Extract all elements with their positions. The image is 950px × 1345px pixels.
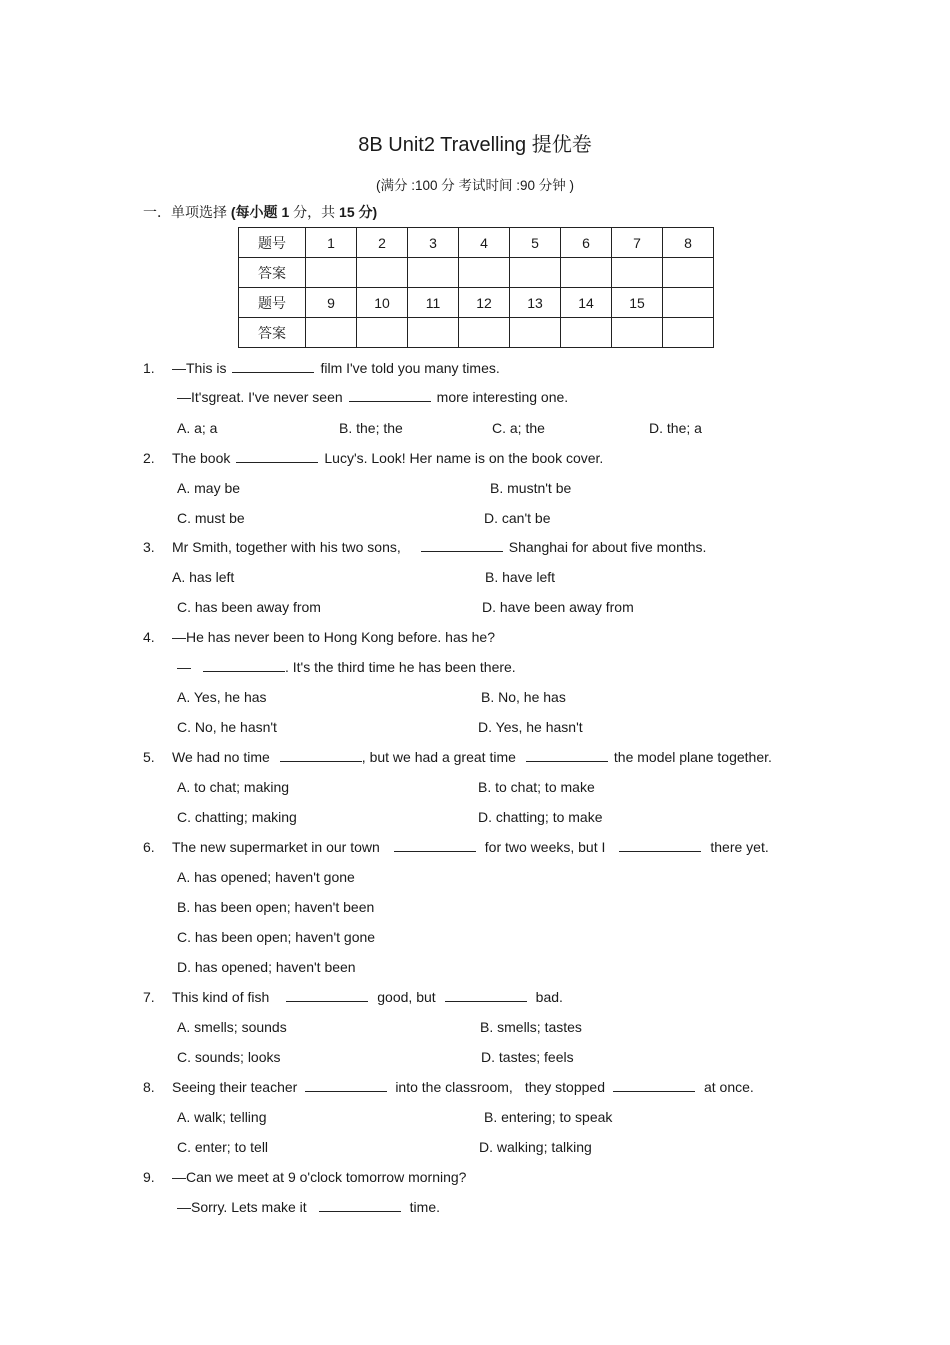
answer-blank[interactable] [619, 838, 701, 852]
answer-cell[interactable] [306, 258, 357, 288]
option-b[interactable]: B. entering; to speak [484, 1109, 613, 1125]
option-c[interactable]: C. must be [177, 510, 245, 526]
table-cell: 15 [612, 288, 663, 318]
table-cell: 13 [510, 288, 561, 318]
question-6-stem: The new supermarket in our town for two weeks, but I there yet. [172, 839, 769, 855]
option-b[interactable]: B. No, he has [481, 689, 566, 705]
question-9-line-2: —Sorry. Lets make it time. [177, 1199, 441, 1215]
option-d[interactable]: D. tastes; feels [481, 1049, 574, 1065]
question-2-stem: The book Lucy's. Look! Her name is on the book cover. [172, 450, 604, 466]
option-a[interactable]: A. Yes, he has [177, 689, 267, 705]
option-d[interactable]: D. Yes, he hasn't [478, 719, 583, 735]
answer-cell[interactable] [561, 318, 612, 348]
option-a[interactable]: A. to chat; making [177, 779, 290, 795]
question-7-number: 7. [143, 989, 155, 1005]
question-1-line-2: —It'sgreat. I've never seen more interesting one. [177, 389, 569, 405]
option-c[interactable]: C. a; the [492, 420, 545, 436]
table-cell: 题号 [239, 228, 306, 258]
answer-blank[interactable] [526, 748, 608, 762]
table-cell: 题号 [239, 288, 306, 318]
option-c[interactable]: C. No, he hasn't [177, 719, 277, 735]
option-a[interactable]: A. walk; telling [177, 1109, 267, 1125]
option-a[interactable]: A. may be [177, 480, 241, 496]
table-cell: 答案 [239, 318, 306, 348]
table-row [239, 228, 714, 258]
option-c[interactable]: C. chatting; making [177, 809, 297, 825]
table-cell: 答案 [239, 258, 306, 288]
answer-cell[interactable] [459, 318, 510, 348]
question-7-stem: This kind of fish good, but bad. [172, 989, 563, 1005]
table-row [239, 318, 714, 348]
table-row [239, 288, 714, 318]
option-d[interactable]: D. walking; talking [479, 1139, 592, 1155]
option-c[interactable]: C. sounds; looks [177, 1049, 281, 1065]
table-row [239, 258, 714, 288]
option-a[interactable]: A. a; a [177, 420, 218, 436]
question-6-number: 6. [143, 839, 155, 855]
question-5-number: 5. [143, 749, 155, 765]
option-b[interactable]: B. smells; tastes [480, 1019, 582, 1035]
option-d[interactable]: D. has opened; haven't been [177, 959, 356, 975]
answer-cell[interactable] [408, 318, 459, 348]
answer-blank[interactable] [236, 449, 318, 463]
option-b[interactable]: B. have left [485, 569, 556, 585]
page-title: 8B Unit2 Travelling 提优卷 [358, 134, 592, 156]
question-4-line-2: — . It's the third time he has been there. [177, 659, 516, 675]
option-c[interactable]: C. has been open; haven't gone [177, 929, 376, 945]
answer-blank[interactable] [232, 359, 314, 373]
table-cell: 11 [408, 288, 459, 318]
answer-cell[interactable] [663, 258, 714, 288]
question-3-number: 3. [143, 539, 155, 555]
answer-cell[interactable] [510, 318, 561, 348]
table-cell [663, 288, 714, 318]
option-d[interactable]: D. chatting; to make [478, 809, 603, 825]
option-c[interactable]: C. has been away from [177, 599, 321, 615]
table-cell: 1 [306, 228, 357, 258]
table-cell: 2 [357, 228, 408, 258]
table-cell: 5 [510, 228, 561, 258]
question-1: 1. [143, 360, 155, 376]
answer-blank[interactable] [280, 748, 362, 762]
option-a[interactable]: A. smells; sounds [177, 1019, 287, 1035]
table-cell: 9 [306, 288, 357, 318]
question-3-stem: Mr Smith, together with his two sons, Shanghai for about five months. [172, 539, 707, 555]
question-4-line-1: —He has never been to Hong Kong before. has he? [172, 629, 495, 645]
option-d[interactable]: D. the; a [649, 420, 702, 436]
table-cell: 3 [408, 228, 459, 258]
answer-cell[interactable] [612, 258, 663, 288]
answer-blank[interactable] [305, 1078, 387, 1092]
question-8-number: 8. [143, 1079, 155, 1095]
answer-cell[interactable] [663, 318, 714, 348]
answer-cell[interactable] [612, 318, 663, 348]
option-c[interactable]: C. enter; to tell [177, 1139, 269, 1155]
answer-blank[interactable] [421, 538, 503, 552]
option-a[interactable]: A. has opened; haven't gone [177, 869, 355, 885]
question-4-number: 4. [143, 629, 155, 645]
option-a[interactable]: A. has left [172, 569, 235, 585]
answer-cell[interactable] [510, 258, 561, 288]
answer-table [238, 227, 714, 348]
answer-blank[interactable] [394, 838, 476, 852]
answer-blank[interactable] [349, 388, 431, 402]
option-d[interactable]: D. have been away from [482, 599, 634, 615]
option-b[interactable]: B. to chat; to make [478, 779, 595, 795]
question-1-line-1: —This is film I've told you many times. [172, 360, 500, 376]
table-cell: 8 [663, 228, 714, 258]
answer-blank[interactable] [613, 1078, 695, 1092]
section-heading: 一．单项选择 (每小题 1 分，共 15 分) [143, 204, 378, 220]
table-cell: 10 [357, 288, 408, 318]
question-2-number: 2. [143, 450, 155, 466]
table-cell: 12 [459, 288, 510, 318]
answer-blank[interactable] [286, 988, 368, 1002]
question-5-stem: We had no time , but we had a great time the model plane together. [172, 749, 772, 765]
answer-cell[interactable] [561, 258, 612, 288]
answer-cell[interactable] [459, 258, 510, 288]
question-8-stem: Seeing their teacher into the classroom, they stopped at once. [172, 1079, 754, 1095]
answer-cell[interactable] [357, 258, 408, 288]
table-cell: 14 [561, 288, 612, 318]
table-cell: 4 [459, 228, 510, 258]
question-9-line-1: —Can we meet at 9 o'clock tomorrow morning? [172, 1169, 467, 1185]
table-cell: 7 [612, 228, 663, 258]
answer-blank[interactable] [203, 658, 285, 672]
answer-blank[interactable] [319, 1198, 401, 1212]
answer-blank[interactable] [445, 988, 527, 1002]
option-d[interactable]: D. can't be [484, 510, 551, 526]
option-b[interactable]: B. has been open; haven't been [177, 899, 375, 915]
exam-info: (满分 :100 分 考试时间 :90 分钟 ) [375, 178, 575, 193]
option-b[interactable]: B. the; the [339, 420, 403, 436]
question-9-number: 9. [143, 1169, 155, 1185]
answer-cell[interactable] [306, 318, 357, 348]
answer-cell[interactable] [408, 258, 459, 288]
option-b[interactable]: B. mustn't be [490, 480, 572, 496]
answer-cell[interactable] [357, 318, 408, 348]
table-cell: 6 [561, 228, 612, 258]
